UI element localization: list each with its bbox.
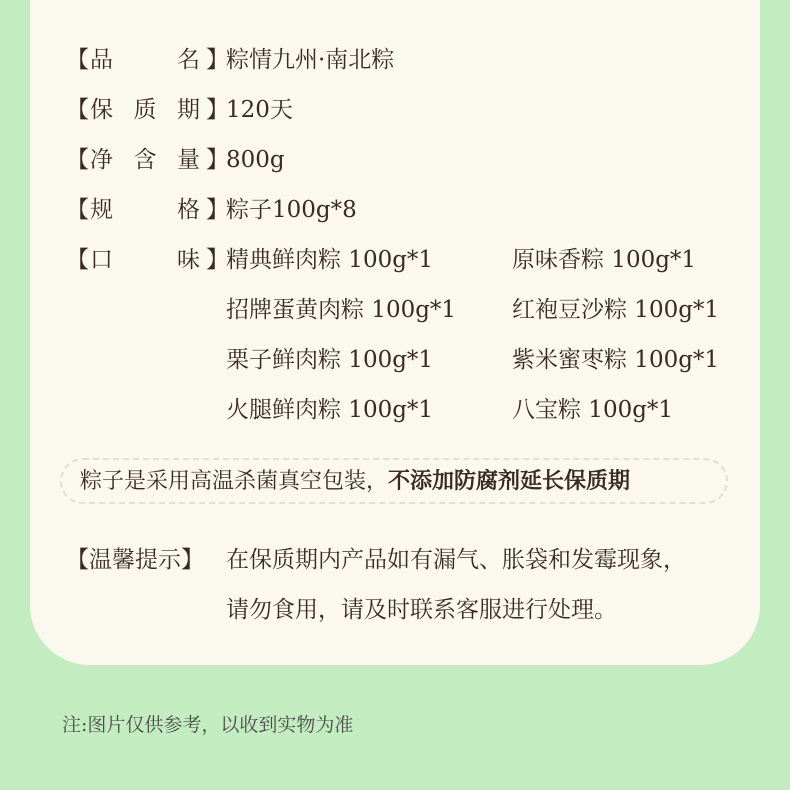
notice-emphasis: 不添加防腐剂延长保质期 xyxy=(388,468,631,494)
flavor-item: 招牌蛋黄肉粽 100g*1 xyxy=(226,297,457,323)
spec-row-spec xyxy=(66,195,357,225)
packaging-notice xyxy=(60,458,728,504)
flavor-item: 精典鲜肉粽 100g*1 xyxy=(226,247,434,273)
flavor-item: 紫米蜜枣粽 100g*1 xyxy=(512,347,720,373)
tip-line: 在保质期内产品如有漏气、胀袋和发霉现象， xyxy=(226,547,686,573)
tip-label: 【温馨提示】 xyxy=(66,547,204,573)
flavor-item: 八宝粽 100g*1 xyxy=(512,397,674,423)
tip-line: 请勿食用，请及时联系客服进行处理。 xyxy=(226,597,617,623)
spec-row-flavor xyxy=(66,245,229,275)
spec-value: 粽子100g*8 xyxy=(226,197,357,223)
flavor-item: 栗子鲜肉粽 100g*1 xyxy=(226,347,434,373)
spec-value: 800g xyxy=(226,147,285,173)
tip-text xyxy=(226,535,726,635)
flavor-item: 红袍豆沙粽 100g*1 xyxy=(512,297,720,323)
footnote: 注:图片仅供参考，以收到实物为准 xyxy=(62,714,354,736)
spec-value: 120天 xyxy=(226,97,293,123)
spec-label: 【 口 味 】 xyxy=(66,247,229,273)
spec-label: 【 规 格 】 xyxy=(66,197,229,223)
flavor-item: 原味香粽 100g*1 xyxy=(512,247,697,273)
flavor-item: 火腿鲜肉粽 100g*1 xyxy=(226,397,434,423)
spec-label: 【 净 含 量 】 xyxy=(66,147,229,173)
spec-row-name xyxy=(66,45,394,75)
spec-label: 【 品 名 】 xyxy=(66,47,229,73)
spec-label: 【 保 质 期 】 xyxy=(66,97,229,123)
spec-row-shelf-life xyxy=(66,95,293,125)
notice-text: 粽子是采用高温杀菌真空包装， xyxy=(80,469,389,494)
spec-row-net-weight xyxy=(66,145,285,175)
spec-value: 粽情九州·南北粽 xyxy=(226,47,395,73)
